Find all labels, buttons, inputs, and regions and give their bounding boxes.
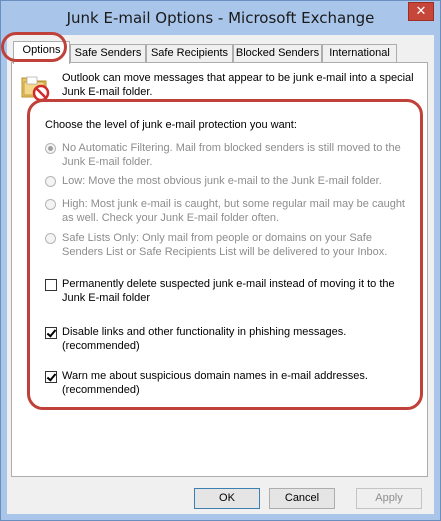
radio-high-label: High: Most junk e-mail is caught, but some regular mail may be caught	[62, 198, 405, 210]
radio-no-filtering[interactable]	[45, 143, 56, 154]
radio-safe-lists-label: Safe Lists Only: Only mail from people or domains on your Safe	[62, 232, 372, 244]
radio-high[interactable]	[45, 199, 56, 210]
checkbox-disable-links-label-2: (recommended)	[62, 340, 140, 352]
options-panel	[11, 62, 428, 477]
checkbox-permanently-delete[interactable]	[45, 279, 57, 291]
ok-button[interactable]: OK	[194, 488, 260, 509]
tab-safe-senders[interactable]: Safe Senders	[70, 44, 146, 62]
radio-safe-lists-only[interactable]	[45, 233, 56, 244]
tab-options[interactable]: Options	[13, 41, 70, 64]
dialog-body	[7, 35, 434, 514]
radio-low-label: Low: Move the most obvious junk e-mail to the Junk E-mail folder.	[62, 175, 382, 187]
radio-no-filtering-label: No Automatic Filtering. Mail from blocked senders is still moved to the	[62, 142, 401, 154]
radio-high-label-2: as well. Check your Junk E-mail folder often.	[62, 212, 280, 224]
window-title: Junk E-mail Options - Microsoft Exchange	[66, 9, 375, 27]
tab-international[interactable]: International	[322, 44, 397, 62]
tab-blocked-senders[interactable]: Blocked Senders	[233, 44, 322, 62]
protection-heading: Choose the level of junk e-mail protection you want:	[45, 119, 297, 131]
radio-no-filtering-label-2: Junk E-mail folder.	[62, 156, 153, 168]
checkbox-disable-links[interactable]	[45, 327, 57, 339]
tab-safe-recipients[interactable]: Safe Recipients	[146, 44, 233, 62]
checkbox-permanently-delete-label: Permanently delete suspected junk e-mail instead of moving it to the	[62, 278, 395, 290]
checkbox-permanently-delete-label-2: Junk E-mail folder	[62, 292, 151, 304]
junk-folder-icon	[20, 71, 50, 101]
cancel-button[interactable]: Cancel	[269, 488, 335, 509]
title-bar[interactable]	[1, 1, 440, 35]
tab-highlight-annotation	[1, 32, 67, 62]
checkbox-warn-suspicious-domains[interactable]	[45, 371, 57, 383]
close-button[interactable]	[408, 2, 434, 21]
radio-low[interactable]	[45, 176, 56, 187]
intro-text: Outlook can move messages that appear to be junk e-mail into a special Junk E-mail folder.	[62, 72, 414, 98]
checkbox-warn-label: Warn me about suspicious domain names in e-mail addresses.	[62, 370, 368, 382]
close-icon: ✕	[415, 4, 427, 19]
checkbox-warn-label-2: (recommended)	[62, 384, 140, 396]
checkbox-disable-links-label: Disable links and other functionality in phishing messages.	[62, 326, 347, 338]
apply-button[interactable]: Apply	[356, 488, 422, 509]
radio-safe-lists-label-2: Senders List or Safe Recipients List will be delivered to your Inbox.	[62, 246, 388, 258]
